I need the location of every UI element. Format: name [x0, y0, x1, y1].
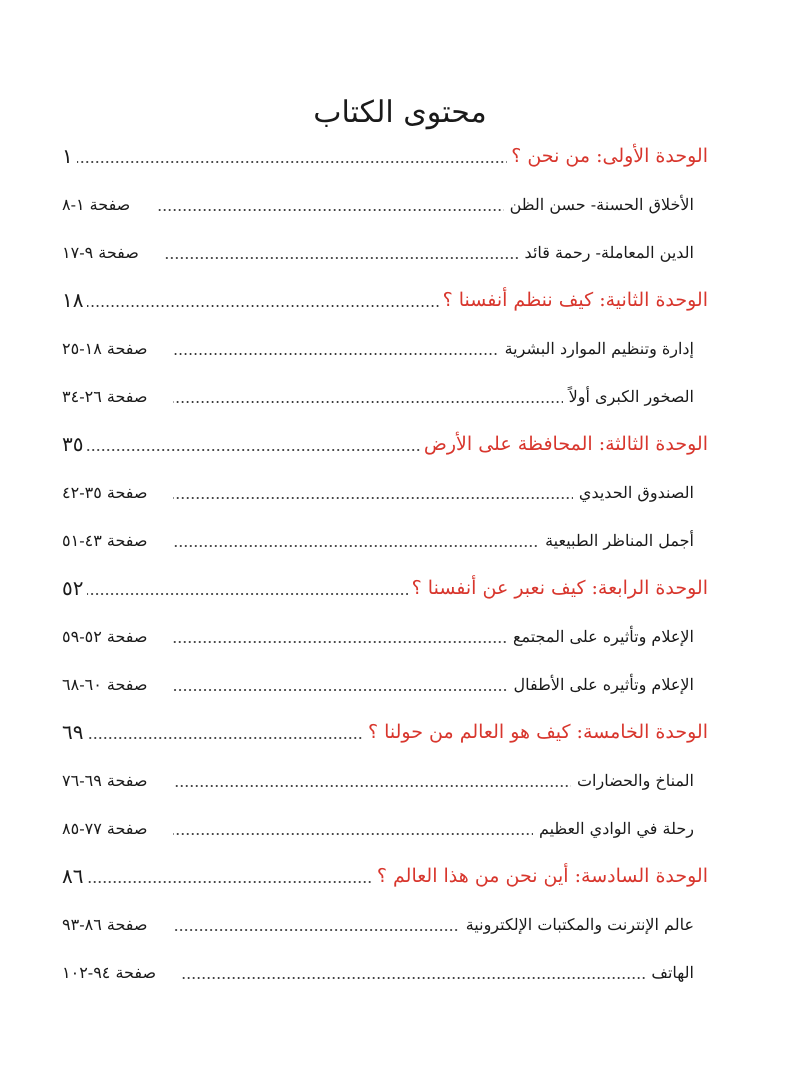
- toc-lesson[interactable]: [62, 180, 708, 228]
- lesson-title: الإعلام وتأثيره على المجتمع: [512, 626, 694, 646]
- lesson-title: الدين المعاملة- رحمة قائد: [524, 242, 694, 262]
- dot-leader: [173, 394, 562, 410]
- lesson-page-range: صفحة ٢٦-٣٤: [62, 386, 148, 406]
- dot-leader: [87, 298, 438, 314]
- lesson-page-range: صفحة ٦٩-٧٦: [62, 770, 148, 790]
- toc-unit-1[interactable]: [62, 132, 708, 180]
- lesson-title: الهاتف: [651, 962, 694, 982]
- toc-lesson[interactable]: [62, 372, 708, 420]
- dot-leader: [87, 874, 372, 890]
- dot-leader: [173, 778, 571, 794]
- lesson-page-range: صفحة ٦٠-٦٨: [62, 674, 148, 694]
- unit-page-number: ٣٥: [62, 432, 84, 456]
- lesson-title: أجمل المناظر الطبيعية: [545, 530, 694, 550]
- dot-leader: [173, 922, 459, 938]
- lesson-title: إدارة وتنظيم الموارد البشرية: [504, 338, 694, 358]
- toc-lesson[interactable]: [62, 804, 708, 852]
- dot-leader: [165, 250, 519, 266]
- lesson-title: الصخور الكبرى أولاً: [568, 386, 694, 406]
- toc-lesson[interactable]: [62, 612, 708, 660]
- unit-title: الوحدة السادسة: أين نحن من هذا العالم ؟: [376, 865, 708, 887]
- dot-leader: [173, 682, 507, 698]
- toc-lesson[interactable]: [62, 324, 708, 372]
- lesson-page-range: صفحة ٩٤-١٠٢: [62, 962, 157, 982]
- table-of-contents: [62, 132, 708, 996]
- unit-page-number: ٦٩: [62, 720, 84, 744]
- lesson-title: عالم الإنترنت والمكتبات الإلكترونية: [465, 914, 694, 934]
- lesson-page-range: صفحة ١-٨: [62, 194, 131, 214]
- unit-title: الوحدة الخامسة: كيف هو العالم من حولنا ؟: [367, 721, 708, 743]
- dot-leader: [87, 730, 364, 746]
- lesson-title: الصندوق الحديدي: [578, 482, 694, 502]
- unit-page-number: ٨٦: [62, 864, 84, 888]
- toc-unit-2[interactable]: [62, 276, 708, 324]
- unit-page-number: ١: [62, 144, 73, 168]
- lesson-title: الأخلاق الحسنة- حسن الظن: [509, 194, 694, 214]
- toc-unit-3[interactable]: [62, 420, 708, 468]
- dot-leader: [182, 970, 645, 986]
- page-title: محتوى الكتاب: [313, 95, 487, 130]
- lesson-page-range: صفحة ٥٢-٥٩: [62, 626, 148, 646]
- dot-leader: [173, 826, 532, 842]
- toc-lesson[interactable]: [62, 948, 708, 996]
- toc-lesson[interactable]: [62, 756, 708, 804]
- dot-leader: [87, 586, 407, 602]
- toc-lesson[interactable]: [62, 468, 708, 516]
- unit-page-number: ١٨: [62, 288, 84, 312]
- unit-title: الوحدة الرابعة: كيف نعبر عن أنفسنا ؟: [411, 577, 708, 599]
- lesson-title: رحلة في الوادي العظيم: [538, 818, 694, 838]
- lesson-page-range: صفحة ٣٥-٤٢: [62, 482, 148, 502]
- lesson-title: المناخ والحضارات: [576, 770, 694, 790]
- dot-leader: [87, 442, 419, 458]
- lesson-page-range: صفحة ٤٣-٥١: [62, 530, 148, 550]
- unit-title: الوحدة الثانية: كيف ننظم أنفسنا ؟: [442, 289, 708, 311]
- unit-page-number: ٥٢: [62, 576, 84, 600]
- lesson-title: الإعلام وتأثيره على الأطفال: [513, 674, 694, 694]
- toc-lesson[interactable]: [62, 900, 708, 948]
- toc-lesson[interactable]: [62, 516, 708, 564]
- toc-unit-5[interactable]: [62, 708, 708, 756]
- toc-lesson[interactable]: [62, 228, 708, 276]
- dot-leader: [173, 538, 539, 554]
- dot-leader: [77, 154, 507, 170]
- unit-title: الوحدة الأولى: من نحن ؟: [511, 145, 708, 167]
- toc-unit-4[interactable]: [62, 564, 708, 612]
- toc-unit-6[interactable]: [62, 852, 708, 900]
- lesson-page-range: صفحة ٩-١٧: [62, 242, 139, 262]
- dot-leader: [173, 634, 507, 650]
- dot-leader: [173, 346, 498, 362]
- lesson-page-range: صفحة ٨٦-٩٣: [62, 914, 148, 934]
- toc-lesson[interactable]: [62, 660, 708, 708]
- lesson-page-range: صفحة ١٨-٢٥: [62, 338, 148, 358]
- lesson-page-range: صفحة ٧٧-٨٥: [62, 818, 148, 838]
- dot-leader: [173, 490, 572, 506]
- unit-title: الوحدة الثالثة: المحافظة على الأرض: [423, 433, 708, 455]
- dot-leader: [156, 202, 503, 218]
